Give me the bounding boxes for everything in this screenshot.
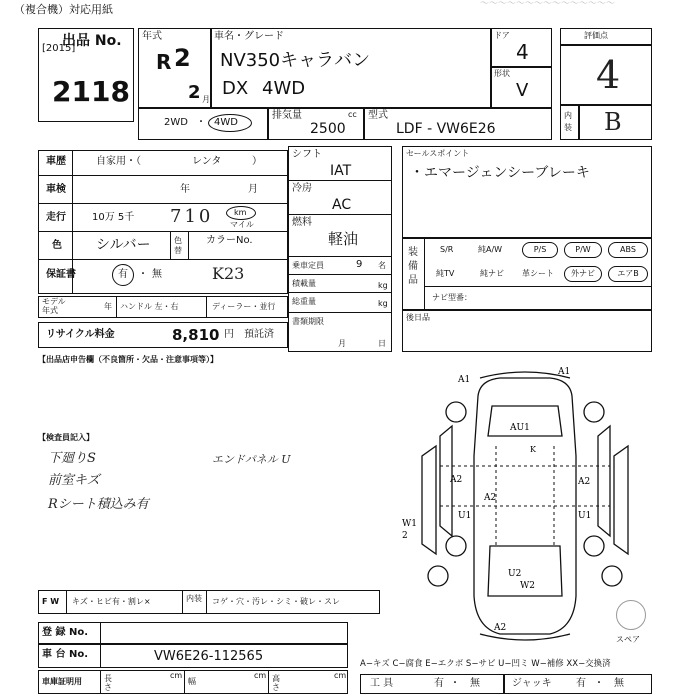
import-year: 年 (104, 302, 112, 311)
diagram-mark-a2-rear: A2 (494, 623, 507, 633)
year-era: R (156, 50, 172, 74)
fw-interior: 内装 (186, 594, 202, 603)
jack-no: 無 (614, 678, 624, 689)
shift-label: シフト (292, 149, 322, 160)
inspection-month: 月 (248, 184, 258, 195)
equip-leather: 革シート (522, 269, 554, 278)
diagram-mark-u2: U2 (508, 569, 522, 579)
capacity-unit: 名 (378, 261, 386, 270)
door-value: 4 (516, 40, 529, 64)
fw-label: F W (42, 597, 60, 606)
load-label: 積載量 (292, 279, 316, 288)
capacity-label: 乗車定員 (292, 261, 324, 270)
tools-label: 工 具 (370, 678, 394, 689)
jack-label: ジャッキ (512, 678, 552, 689)
seller-note-label: 【出品店申告欄（不良箇所・欠品・注意事項等）】 (38, 355, 218, 364)
color-change-label: 色替 (174, 236, 182, 255)
door-label: ドア (494, 31, 510, 40)
history-options: 自家用・（ (96, 156, 141, 167)
recycle-label: リサイクル料金 (46, 329, 115, 340)
color-code-value: K23 (212, 264, 245, 283)
sheet-title: （複合機）対応用紙 (14, 3, 113, 16)
diagram-mark-a2-right: A2 (578, 477, 591, 487)
equip-airbag: エアB (608, 266, 648, 282)
cert-width: 幅 (188, 677, 196, 686)
diagram-mark-a2-center: A2 (484, 493, 497, 503)
deadline-label: 書類期限 (292, 317, 324, 326)
interior-label: 内装 (564, 111, 572, 132)
equip-pw: P/W (564, 242, 602, 258)
displacement-label: 排気量 (272, 110, 302, 121)
cert-height: 高さ (272, 674, 280, 692)
mileage-km: km (234, 208, 247, 217)
ac-value: AC (332, 197, 352, 213)
warranty-yes: 有 (118, 269, 128, 280)
car-diagram (400, 366, 650, 646)
ac-label: 冷房 (292, 183, 312, 194)
history-selected: レンタ (192, 156, 222, 167)
register-label: 登 録 No. (42, 627, 89, 638)
equip-abs: ABS (608, 242, 648, 258)
interior-value: B (604, 108, 622, 136)
car-name: NV350キャラバン (220, 50, 371, 71)
cert-unit-2: cm (254, 671, 267, 680)
equip-aw: 純A/W (478, 245, 503, 254)
sales-label: セールスポイント (406, 149, 470, 158)
displacement-unit: cc (348, 110, 357, 119)
warranty-label: 保証書 (46, 269, 76, 280)
lot-number: 2118 (52, 75, 130, 108)
color-value: シルバー (96, 237, 151, 253)
inspector-note-2: 前室キズ (48, 473, 100, 488)
car-grade: DX (222, 78, 249, 99)
cert-length: 長さ (104, 674, 112, 692)
shape-label: 形状 (494, 69, 510, 78)
retrofit-label: 後日品 (406, 313, 430, 322)
diagram-mark-a2-left: A2 (450, 475, 463, 485)
model-label: 型式 (368, 110, 388, 121)
faint-header: 〜〜〜〜〜〜〜〜〜〜〜〜〜〜〜 (480, 0, 616, 9)
history-label: 車歴 (46, 156, 66, 167)
inspector-label: 【検査員記入】 (38, 433, 94, 442)
score-value: 4 (596, 53, 621, 97)
equip-tv: 純TV (436, 269, 455, 278)
import-dealer: ディーラー・並行 (212, 302, 276, 311)
diagram-mark-au1: AU1 (510, 423, 530, 433)
model-value: LDF - VW6E26 (396, 121, 496, 137)
import-label: モデル年式 (42, 297, 66, 315)
diagram-mark-k: K (530, 445, 536, 454)
deadline-month: 月 (338, 339, 346, 348)
fuel-label: 燃料 (292, 217, 312, 228)
car-drive: 4WD (262, 78, 306, 99)
color-label: 色 (52, 240, 62, 251)
retrofit-box (402, 310, 652, 352)
lot-stamp: [2015] (42, 43, 76, 54)
equipment-label: 装備品 (408, 247, 418, 286)
diagram-mark-w1: W1 (402, 519, 417, 529)
recycle-deposit: 預託済 (244, 329, 274, 340)
navi-model-label: ナビ型番： (432, 293, 472, 302)
diagram-mark-u1-right: U1 (578, 511, 592, 521)
sales-box (402, 146, 652, 238)
weight-unit: kg (378, 299, 388, 308)
warranty-no: 無 (152, 269, 162, 280)
fuel-value: 軽油 (328, 230, 359, 248)
equip-sr: S/R (440, 245, 454, 254)
score-label: 評価点 (584, 31, 608, 40)
spare-circle (616, 600, 646, 630)
diagram-mark-a1-right: A1 (558, 367, 571, 377)
car-label: 車名・グレード (214, 31, 284, 42)
weight-label: 総重量 (292, 297, 316, 306)
import-handle: ハンドル 左・右 (120, 302, 179, 311)
displacement-value: 2500 (310, 121, 346, 137)
spare-label: スペア (616, 635, 640, 644)
diagram-mark-u1-left: U1 (458, 511, 472, 521)
fw-text1: キズ・ヒビ有・割レ× (72, 597, 151, 606)
sales-text: ・エマージェンシーブレーキ (410, 165, 590, 181)
history-close: ） (252, 156, 262, 167)
chassis-value: VW6E26-112565 (154, 649, 264, 664)
cert-label: 車庫証明用 (42, 677, 82, 686)
equip-navi: 純ナビ (480, 269, 504, 278)
recycle-value: 8,810 (172, 326, 220, 344)
drive-4wd: 4WD (214, 117, 238, 128)
cert-unit-1: cm (170, 671, 183, 680)
shape-value: V (516, 80, 529, 101)
mileage-value: 710 (170, 206, 214, 227)
lot-label: 出品 No. (62, 33, 122, 49)
damage-legend: A−キズ C−腐食 E−エクボ S−サビ U−凹ミ W−補修 XX−交換済 (360, 659, 611, 669)
tools-yes: 有 (434, 678, 444, 689)
equip-ps: P/S (522, 242, 558, 258)
year-value: 2 (174, 44, 191, 72)
inspection-label: 車検 (46, 184, 66, 195)
drive-2wd: 2WD (164, 117, 188, 128)
jack-yes: 有 (576, 678, 586, 689)
mileage-label: 走行 (46, 212, 66, 223)
year-month: 2 (188, 82, 201, 103)
diagram-mark-w2: W2 (520, 581, 535, 591)
color-code-label: カラーNo. (206, 235, 253, 246)
mileage-prefix: 10万 5千 (92, 212, 135, 223)
year-label: 年式 (142, 31, 162, 42)
chassis-label: 車 台 No. (42, 649, 89, 660)
tools-no: 無 (470, 678, 480, 689)
diagram-mark-a1-left: A1 (458, 375, 471, 385)
cert-unit-3: cm (334, 671, 347, 680)
fw-text2: コゲ・穴・汚レ・シミ・破レ・スレ (212, 597, 340, 606)
year-month-unit: 月 (202, 95, 210, 104)
diagram-mark-2: 2 (402, 531, 408, 541)
capacity-value: 9 (356, 259, 363, 270)
deadline-day: 日 (378, 339, 386, 348)
shift-value: IAT (330, 163, 352, 179)
inspector-note-1: 下廻りS (48, 451, 96, 466)
inspection-year: 年 (180, 184, 190, 195)
inspector-note-3: Rシート積込み有 (48, 497, 149, 512)
equip-ext-navi: 外ナビ (564, 266, 602, 282)
load-unit: kg (378, 281, 388, 290)
inspector-note-right: エンドパネル U (212, 453, 291, 466)
mileage-mile: マイル (230, 220, 254, 229)
recycle-unit: 円 (224, 329, 234, 340)
